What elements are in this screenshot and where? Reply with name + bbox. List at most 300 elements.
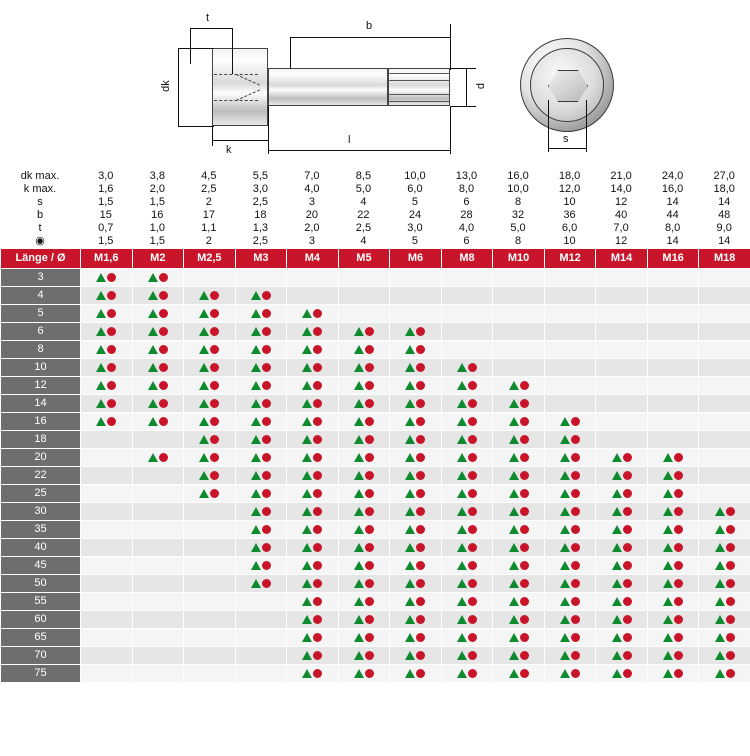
availability-cell (544, 431, 596, 449)
availability-cell (81, 521, 133, 539)
triangle-icon (663, 525, 673, 534)
availability-cell (287, 593, 339, 611)
available-marker (96, 413, 116, 430)
dim-l-ext-right (450, 106, 451, 154)
availability-cell (390, 485, 442, 503)
circle-icon (674, 471, 683, 480)
circle-icon (365, 615, 374, 624)
availability-cell (544, 377, 596, 395)
available-marker (251, 323, 271, 340)
circle-icon (365, 489, 374, 498)
dim-l-ext-left (268, 126, 269, 154)
availability-cell (184, 305, 236, 323)
dim-l-label: l (348, 134, 351, 146)
triangle-icon (560, 543, 570, 552)
availability-cell (493, 611, 545, 629)
triangle-icon (509, 435, 519, 444)
spec-value: 48 (718, 209, 731, 221)
spec-row-label: k max. (23, 183, 57, 195)
triangle-icon (509, 669, 519, 678)
availability-cell (493, 305, 545, 323)
availability-cell (441, 449, 493, 467)
availability-cell (81, 503, 133, 521)
available-marker (612, 467, 632, 484)
availability-cell (81, 611, 133, 629)
table-row (1, 341, 750, 359)
availability-cell (647, 449, 699, 467)
circle-icon (571, 525, 580, 534)
triangle-icon (405, 417, 415, 426)
available-marker (715, 539, 735, 556)
available-marker (251, 503, 271, 520)
circle-icon (571, 669, 580, 678)
circle-icon (159, 399, 168, 408)
spec-value: 1,3 (252, 222, 268, 234)
spec-value: 8,0 (458, 183, 475, 195)
available-marker (560, 539, 580, 556)
availability-cell (235, 557, 287, 575)
availability-cell (647, 485, 699, 503)
availability-cell (132, 503, 184, 521)
triangle-icon (148, 291, 158, 300)
availability-cell (132, 539, 184, 557)
circle-icon (313, 579, 322, 588)
available-marker (354, 449, 374, 466)
availability-cell (647, 467, 699, 485)
triangle-icon (199, 327, 209, 336)
circle-icon (726, 615, 735, 624)
dim-t-label: t (206, 12, 210, 24)
available-marker (354, 395, 374, 412)
triangle-icon (96, 363, 106, 372)
circle-icon (416, 381, 425, 390)
availability-cell (235, 323, 287, 341)
availability-cell (390, 269, 442, 287)
triangle-icon (509, 579, 519, 588)
availability-cell (81, 485, 133, 503)
circle-icon (571, 489, 580, 498)
circle-icon (210, 471, 219, 480)
triangle-icon (509, 597, 519, 606)
triangle-icon (302, 597, 312, 606)
spec-value: 16,0 (661, 183, 684, 195)
circle-icon (726, 507, 735, 516)
available-marker (354, 647, 374, 664)
circle-icon (674, 633, 683, 642)
availability-cell (132, 629, 184, 647)
circle-icon (313, 327, 322, 336)
spec-value: 8 (514, 235, 522, 247)
availability-cell (132, 359, 184, 377)
availability-cell (132, 611, 184, 629)
availability-cell (493, 629, 545, 647)
availability-cell (287, 359, 339, 377)
availability-cell (544, 323, 596, 341)
circle-icon (520, 417, 529, 426)
available-marker (612, 611, 632, 628)
availability-cell (441, 593, 493, 611)
circle-icon (468, 633, 477, 642)
available-marker (612, 503, 632, 520)
availability-cell (235, 629, 287, 647)
available-marker (457, 539, 477, 556)
spec-value: 14 (718, 196, 731, 208)
circle-icon (107, 363, 116, 372)
triangle-icon (354, 489, 364, 498)
available-marker (405, 503, 425, 520)
availability-cell (132, 269, 184, 287)
triangle-icon (96, 309, 106, 318)
circle-icon (674, 453, 683, 462)
availability-cell (493, 503, 545, 521)
availability-cell (441, 395, 493, 413)
spec-row (0, 196, 750, 209)
available-marker (560, 647, 580, 664)
available-marker (302, 629, 322, 646)
triangle-icon (509, 417, 519, 426)
triangle-icon (715, 561, 725, 570)
circle-icon (262, 327, 271, 336)
circle-icon (726, 651, 735, 660)
triangle-icon (509, 471, 519, 480)
triangle-icon (96, 399, 106, 408)
availability-cell (338, 629, 390, 647)
availability-cell (338, 521, 390, 539)
circle-icon (416, 453, 425, 462)
circle-icon (416, 615, 425, 624)
available-marker (715, 521, 735, 538)
grid-length-label: 30 (1, 503, 81, 521)
spec-value: 14 (666, 235, 679, 247)
available-marker (199, 467, 219, 484)
available-marker (199, 485, 219, 502)
triangle-icon (715, 651, 725, 660)
availability-cell (184, 575, 236, 593)
availability-cell (544, 449, 596, 467)
triangle-icon (354, 471, 364, 480)
availability-cell (544, 287, 596, 305)
available-marker (302, 593, 322, 610)
availability-cell (81, 575, 133, 593)
availability-cell (184, 665, 236, 683)
available-marker (663, 467, 683, 484)
circle-icon (416, 525, 425, 534)
grid-length-label: 3 (1, 269, 81, 287)
availability-cell (596, 647, 648, 665)
triangle-icon (405, 327, 415, 336)
availability-cell (493, 431, 545, 449)
triangle-icon (457, 633, 467, 642)
availability-cell (235, 593, 287, 611)
triangle-icon (663, 489, 673, 498)
triangle-icon (612, 615, 622, 624)
availability-cell (596, 341, 648, 359)
available-marker (199, 431, 219, 448)
availability-cell (184, 341, 236, 359)
availability-cell (544, 305, 596, 323)
table-row (1, 269, 750, 287)
circle-icon (468, 417, 477, 426)
triangle-icon (560, 525, 570, 534)
availability-cell (647, 413, 699, 431)
available-marker (560, 503, 580, 520)
availability-cell (441, 665, 493, 683)
spec-value: 5,0 (355, 183, 372, 195)
availability-cell (338, 593, 390, 611)
triangle-icon (199, 381, 209, 390)
available-marker (405, 395, 425, 412)
availability-cell (441, 323, 493, 341)
available-marker (302, 359, 322, 376)
available-marker (148, 395, 168, 412)
availability-cell (647, 359, 699, 377)
availability-cell (544, 629, 596, 647)
grid-header-diameter: M3 (235, 249, 287, 269)
availability-cell (184, 539, 236, 557)
availability-cell (390, 611, 442, 629)
dim-s-line (548, 148, 586, 149)
available-marker (509, 575, 529, 592)
dim-k-line (212, 140, 268, 141)
availability-cell (287, 467, 339, 485)
available-marker (457, 503, 477, 520)
circle-icon (674, 561, 683, 570)
triangle-icon (457, 669, 467, 678)
circle-icon (520, 579, 529, 588)
available-marker (715, 629, 735, 646)
availability-cell (441, 629, 493, 647)
available-marker (509, 521, 529, 538)
triangle-icon (457, 471, 467, 480)
triangle-icon (405, 345, 415, 354)
availability-cell (287, 413, 339, 431)
triangle-icon (302, 615, 312, 624)
circle-icon (365, 417, 374, 426)
spec-value: 24,0 (661, 170, 684, 182)
triangle-icon (612, 471, 622, 480)
grid-header-diameter: M18 (699, 249, 750, 269)
triangle-icon (148, 363, 158, 372)
triangle-icon (612, 579, 622, 588)
availability-cell (287, 269, 339, 287)
table-row (1, 377, 750, 395)
available-marker (457, 647, 477, 664)
available-marker (251, 431, 271, 448)
availability-cell (493, 287, 545, 305)
grid-header-diameter: M12 (544, 249, 596, 269)
availability-cell (544, 413, 596, 431)
available-marker (663, 593, 683, 610)
available-marker (560, 449, 580, 466)
spec-value: 20 (305, 209, 319, 221)
availability-cell (493, 557, 545, 575)
triangle-icon (715, 543, 725, 552)
availability-cell (235, 287, 287, 305)
availability-cell (338, 287, 390, 305)
table-row (1, 359, 750, 377)
availability-cell (338, 557, 390, 575)
available-marker (405, 557, 425, 574)
availability-cell (132, 647, 184, 665)
spec-value: 2,5 (355, 222, 372, 234)
circle-icon (468, 597, 477, 606)
available-marker (199, 413, 219, 430)
triangle-icon (560, 435, 570, 444)
circle-icon (365, 543, 374, 552)
spec-row (0, 235, 750, 248)
availability-cell (132, 323, 184, 341)
triangle-icon (199, 471, 209, 480)
available-marker (302, 413, 322, 430)
available-marker (302, 665, 322, 682)
table-row (1, 647, 750, 665)
triangle-icon (302, 651, 312, 660)
available-marker (663, 485, 683, 502)
availability-cell (235, 395, 287, 413)
circle-icon (262, 345, 271, 354)
triangle-icon (354, 597, 364, 606)
spec-value: 14,0 (610, 183, 632, 195)
circle-icon (365, 363, 374, 372)
available-marker (148, 359, 168, 376)
available-marker (560, 467, 580, 484)
spec-value: 28 (460, 209, 473, 221)
available-marker (405, 665, 425, 682)
availability-cell (596, 359, 648, 377)
grid-header-diameter: M8 (441, 249, 493, 269)
triangle-icon (560, 597, 570, 606)
spec-value: 3 (308, 196, 315, 208)
circle-icon (365, 525, 374, 534)
circle-icon (674, 525, 683, 534)
triangle-icon (302, 561, 312, 570)
available-marker (199, 323, 219, 340)
spec-value: 1,0 (149, 222, 165, 234)
spec-value: 40 (614, 209, 628, 221)
availability-cell (338, 377, 390, 395)
triangle-icon (405, 597, 415, 606)
triangle-icon (715, 597, 725, 606)
circle-icon (313, 381, 322, 390)
availability-cell (647, 593, 699, 611)
grid-length-label: 22 (1, 467, 81, 485)
circle-icon (365, 471, 374, 480)
circle-icon (520, 633, 529, 642)
availability-cell (132, 467, 184, 485)
triangle-icon (251, 453, 261, 462)
triangle-icon (457, 435, 467, 444)
spec-value: 8,5 (355, 170, 372, 182)
availability-cell (596, 449, 648, 467)
availability-cell (235, 341, 287, 359)
circle-icon (468, 507, 477, 516)
dim-t-line (190, 28, 232, 29)
circle-icon (674, 597, 683, 606)
triangle-icon (663, 471, 673, 480)
circle-icon (416, 633, 425, 642)
circle-icon (107, 327, 116, 336)
circle-icon (416, 327, 425, 336)
spec-value: 2,0 (304, 222, 320, 234)
availability-cell (647, 269, 699, 287)
grid-header-diameter: M16 (647, 249, 699, 269)
circle-icon (623, 507, 632, 516)
available-marker (612, 665, 632, 682)
spec-row-label: ◉ (35, 235, 45, 247)
availability-cell (493, 539, 545, 557)
triangle-icon (405, 453, 415, 462)
dim-b-ext-right (450, 24, 451, 70)
availability-cell (493, 665, 545, 683)
spec-value: 6,0 (407, 183, 423, 195)
triangle-icon (148, 327, 158, 336)
circle-icon (571, 507, 580, 516)
triangle-icon (509, 615, 519, 624)
available-marker (354, 485, 374, 502)
available-marker (715, 611, 735, 628)
spec-value: 12 (614, 235, 628, 247)
triangle-icon (560, 471, 570, 480)
available-marker (560, 413, 580, 430)
triangle-icon (663, 633, 673, 642)
circle-icon (210, 435, 219, 444)
spec-value: 14 (718, 235, 731, 247)
availability-cell (287, 485, 339, 503)
availability-cell (441, 377, 493, 395)
triangle-icon (663, 543, 673, 552)
circle-icon (159, 273, 168, 282)
availability-cell (235, 521, 287, 539)
circle-icon (313, 669, 322, 678)
circle-icon (313, 435, 322, 444)
availability-cell (235, 305, 287, 323)
availability-cell (287, 305, 339, 323)
available-marker (457, 665, 477, 682)
circle-icon (571, 543, 580, 552)
grid-header-diameter: M4 (287, 249, 339, 269)
spec-value: 0,7 (98, 222, 114, 234)
spec-table (0, 170, 750, 248)
availability-cell (338, 269, 390, 287)
availability-cell (596, 287, 648, 305)
circle-icon (313, 525, 322, 534)
available-marker (457, 413, 477, 430)
available-marker (148, 305, 168, 322)
spec-value: 6 (463, 235, 470, 247)
circle-icon (365, 669, 374, 678)
triangle-icon (612, 489, 622, 498)
availability-cell (390, 575, 442, 593)
availability-cell (132, 341, 184, 359)
available-marker (302, 539, 322, 556)
availability-cell (287, 395, 339, 413)
availability-cell (493, 647, 545, 665)
availability-cell (493, 413, 545, 431)
triangle-icon (302, 633, 312, 642)
circle-icon (520, 525, 529, 534)
available-marker (405, 575, 425, 592)
spec-value: 3 (308, 235, 315, 247)
grid-header-length: Länge / Ø (1, 249, 81, 269)
available-marker (354, 593, 374, 610)
triangle-icon (148, 273, 158, 282)
spec-value: 1,1 (201, 222, 217, 234)
available-marker (354, 575, 374, 592)
availability-cell (184, 647, 236, 665)
triangle-icon (560, 417, 570, 426)
available-marker (457, 593, 477, 610)
circle-icon (623, 615, 632, 624)
